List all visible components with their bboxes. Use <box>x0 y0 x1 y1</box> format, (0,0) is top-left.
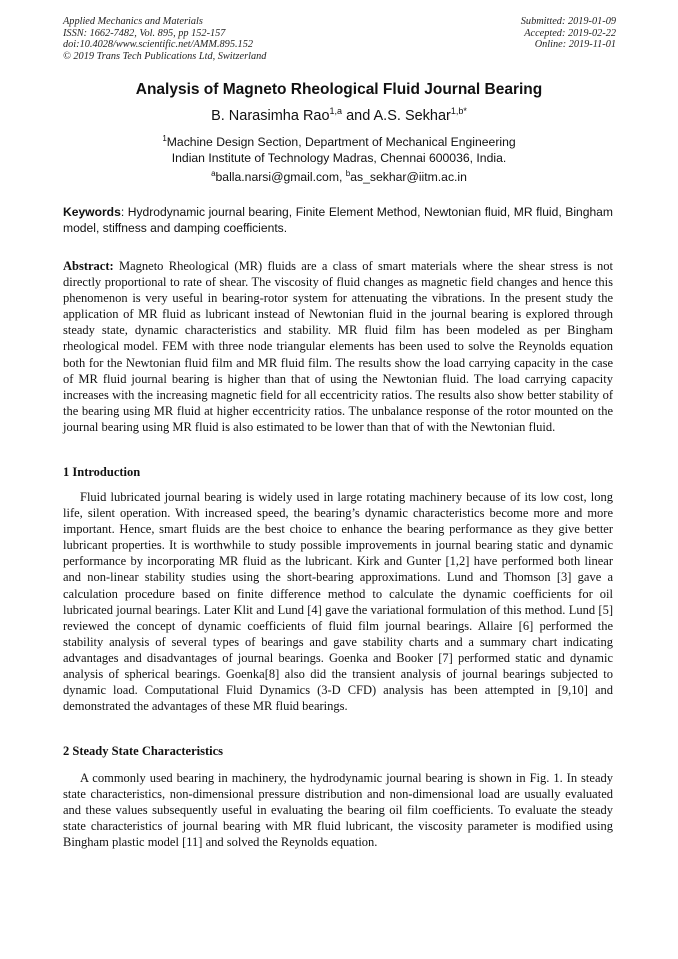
issn-line: ISSN: 1662-7482, Vol. 895, pp 152-157 <box>63 27 226 39</box>
copyright-line: © 2019 Trans Tech Publications Ltd, Switzerland <box>63 50 267 62</box>
author-joiner: and <box>342 107 374 124</box>
author-2: A.S. Sekhar <box>373 107 451 124</box>
email-separator: , <box>339 170 346 185</box>
journal-header <box>63 16 393 62</box>
abstract <box>63 258 613 435</box>
submitted-date: Submitted: 2019-01-09 <box>520 16 616 27</box>
keywords-label: Keywords <box>63 205 121 219</box>
journal-name: Applied Mechanics and Materials <box>63 16 203 27</box>
email-a[interactable]: balla.narsi@gmail.com <box>215 170 339 185</box>
paper-title: Analysis of Magneto Rheological Fluid Journal Bearing <box>135 81 543 98</box>
section-heading-introduction: 1 Introduction <box>63 465 141 479</box>
dates-header <box>356 16 616 51</box>
author-2-sup: 1,b* <box>450 106 467 116</box>
affiliation-sup: 1 <box>162 134 167 143</box>
email-b[interactable]: as_sekhar@iitm.ac.in <box>350 170 467 185</box>
accepted-date: Accepted: 2019-02-22 <box>524 27 616 39</box>
author-emails <box>0 169 678 184</box>
section-heading-steady-state: 2 Steady State Characteristics <box>63 744 224 758</box>
affiliation-line-2: Indian Institute of Technology Madras, Chennai 600036, India. <box>171 150 507 165</box>
steady-state-paragraph: A commonly used bearing in machinery, the hydrodynamic journal bearing is shown in Fig. 1. In steady state characteristics, non-dimensional pressure distribution and non-dimensional load are usually evaluated and these values subsequently useful in evaluating the bearing oil film coefficients. To evaluate the steady state characteristics of journal bearing with MR fluid lubricant, the viscosity parameter is modified using Bingham plastic model [11] and solved the Reynolds equation. <box>63 771 613 850</box>
doi-line: doi:10.4028/www.scientific.net/AMM.895.152 <box>63 39 253 50</box>
affiliation <box>0 131 678 166</box>
abstract-label: Abstract: <box>63 259 114 273</box>
affiliation-line-1: $^1$Machine Design Section, Department of Mechanical Engineering <box>162 134 516 150</box>
keywords-text: : Hydrodynamic journal bearing, Finite Element Method, Newtonian fluid, MR fluid, Bingham model, stiffness and damping coefficients. <box>63 205 613 236</box>
introduction-paragraph: Fluid lubricated journal bearing is widely used in large rotating machinery because of its low cost, long life, silent operation. With increased speed, the bearing’s dynamic characteristics become more and more important. Hence, smart fluids are the best choice to enhance the bearing performance as they give better lubricant properties. It is worthwhile to study possible improvements in journal bearing static and dynamic performance by incorporating MR fluid as the lubricant. Kirk and Gunter [1,2] have performed both linear and non-linear stability studies using the short-bearing approximations. Lund and Thomson [3] gave a calculation procedure based on finite difference method to calculate the dynamic coefficients for oil lubricated journal bearings. Later Klit and Lund [4] gave the variational formulation of this method. Lund [5] reviewed the concept of dynamic coefficients of fluid film journal bearings. Allaire [6] performed the stability analysis of several types of bearings and gave stability charts and a summary chart indicating advantages and disadvantages of journal bearings. Goenka and Booker [7] performed static and dynamic analysis of spherical bearings. Goenka[8] also did the transient analysis of journal bearings subjected to dynamic load. Computational Fluid Dynamics (3-D CFD) analysis has been attempted in [9,10] and demonstrated the advantages of these MR fluid bearings. <box>63 490 613 714</box>
email-a-sup: a <box>211 169 216 178</box>
author-1-sup: 1,a <box>329 106 343 116</box>
author-line <box>0 106 678 124</box>
abstract-text: Magneto Rheological (MR) fluids are a class of smart materials where the shear stress is not directly proportional to rate of shear. The viscosity of fluid changes as magnetic field changes and hence this phenomenon is very useful in bearing-rotor system for attenuating the vibrations. In the present study the application of MR fluid as lubricant instead of Newtonian fluid in the journal bearing is explored through steady state, dynamic characteristics and stability. MR fluid film has been modeled as per Bingham rheological model. FEM with three node triangular elements has been used to solve the Reynolds equation both for the Newtonian fluid film and MR fluid film. The results show the load carrying capacity in the case of MR fluid journal bearing is higher than that of using the Newtonian fluid. The load carrying capacity increases with the increasing magnetic field for all eccentricity ratios. The results also show better stability of the bearing using MR fluid at higher eccentricity ratios. The unbalance response of the rotor mounted on the journal bearing using MR fluid is also estimated to be lower than that of with the Newtonian fluid. <box>63 259 613 434</box>
email-b-sup: b <box>345 169 351 178</box>
author-1: B. Narasimha Rao <box>211 107 330 124</box>
online-date: Online: 2019-11-01 <box>534 39 616 50</box>
keywords <box>63 204 613 236</box>
